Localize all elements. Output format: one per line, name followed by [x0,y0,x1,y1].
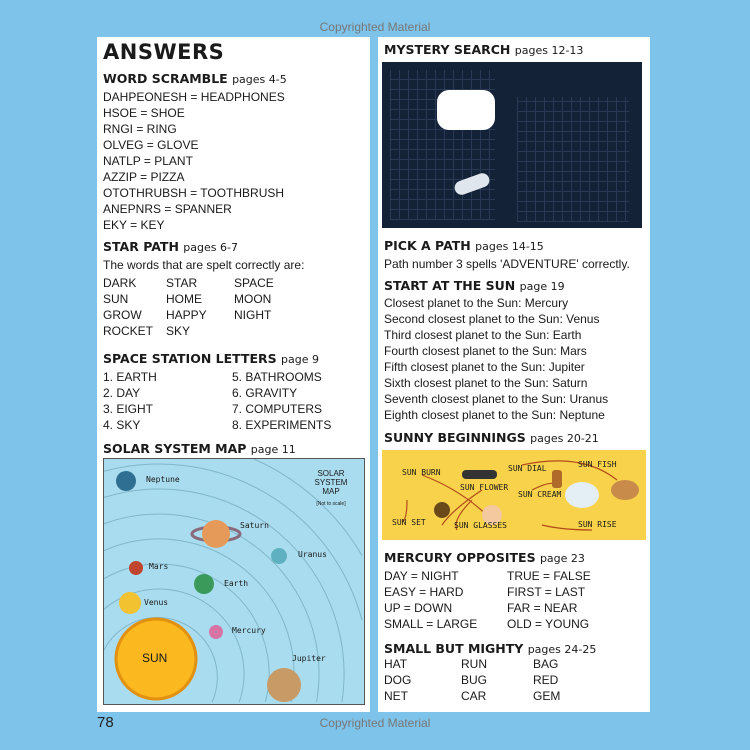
heading-text: SPACE STATION LETTERS [103,351,277,366]
heading-text: MERCURY OPPOSITES [384,550,536,565]
label-sunrise: SUN RISE [578,520,617,529]
word-scramble-heading [103,71,287,86]
small-but-mighty-heading [384,641,596,656]
list-item: RED [533,673,559,687]
list-item: 8. EXPERIMENTS [232,418,332,432]
label-sunflower: SUN FLOWER [460,483,509,492]
label-sundial: SUN DIAL [508,464,547,473]
sunny-beginnings-heading [384,430,599,445]
planet-label-venus: Venus [144,598,169,607]
heading-text: WORD SCRAMBLE [103,71,228,86]
sunglasses-icon [462,470,497,479]
planet-label-mercury: Mercury [232,626,266,635]
label-sunset: SUN SET [392,518,426,527]
list-item: DAY = NIGHT [384,569,459,583]
list-item: OLD = YOUNG [507,617,590,631]
sunflower-icon [434,502,450,518]
list-item: RNGI = RING [103,122,177,136]
list-item: 6. GRAVITY [232,386,298,400]
list-item: OTOTHRUBSH = TOOTHBRUSH [103,186,285,200]
list-item: Fifth closest planet to the Sun: Jupiter [384,360,585,374]
list-item: Second closest planet to the Sun: Venus [384,312,600,326]
list-item: UP = DOWN [384,601,453,615]
left-column [97,37,370,712]
start-at-sun-list [384,295,608,423]
start-at-sun-heading [384,278,565,293]
list-item: RUN [461,657,487,671]
list-item: 7. COMPUTERS [232,402,323,416]
heading-text: MYSTERY SEARCH [384,42,511,57]
list-item: FIRST = LAST [507,585,586,599]
list-item: HAPPY [166,308,207,322]
list-item: ROCKET [103,324,154,338]
label-sunfish: SUN FISH [578,460,617,469]
label-sunglasses: SUN GLASSES [454,521,507,530]
page-ref: pages 6-7 [183,241,238,254]
list-item: Fourth closest planet to the Sun: Mars [384,344,587,358]
jupiter-planet [267,668,301,702]
list-item: BUG [461,673,488,687]
list-item: SUN [103,292,129,306]
list-item: GROW [103,308,142,322]
list-item: SMALL = LARGE [384,617,478,631]
word-scramble-list [103,89,285,233]
map-note: [Not to scale] [316,501,346,507]
list-item: Seventh closest planet to the Sun: Uranus [384,392,609,406]
heading-text: START AT THE SUN [384,278,516,293]
solar-map-heading [103,441,296,456]
list-item: CAR [461,689,487,703]
list-item: BAG [533,657,559,671]
list-item: DARK [103,276,137,290]
mercury-opposites-heading [384,550,585,565]
list-item: NIGHT [234,308,272,322]
heading-text: PICK A PATH [384,238,471,253]
heading-text: SOLAR SYSTEM MAP [103,441,247,456]
list-item: HOME [166,292,202,306]
list-item: 3. EIGHT [103,402,154,416]
uranus-planet [271,548,287,564]
list-item: 1. EARTH [103,370,157,384]
label-sunburn: SUN BURN [402,468,441,477]
page-ref: page 23 [539,552,585,565]
list-item: SPACE [234,276,274,290]
star-path-words [103,275,304,339]
list-item: DOG [384,673,412,687]
planet-label-mars: Mars [149,562,169,571]
list-item: Closest planet to the Sun: Mercury [384,296,569,310]
sunfish-icon [565,482,599,508]
list-item: NET [384,689,408,703]
page-title: ANSWERS [103,40,225,64]
page-ref: pages 20-21 [530,432,599,445]
heading-text: SUNNY BEGINNINGS [384,430,526,445]
venus-planet [119,592,141,614]
page-ref: pages 24-25 [527,643,597,656]
solar-system-map-image [103,458,365,705]
page-ref: page 9 [281,353,319,366]
list-item: Sixth closest planet to the Sun: Saturn [384,376,588,390]
page-ref: page 11 [250,443,296,456]
map-title: SOLAR SYSTEM MAP [314,469,348,496]
list-item: HSOE = SHOE [103,106,185,120]
page-ref: page 19 [519,280,565,293]
list-item: MOON [234,292,272,306]
page-ref: pages 14-15 [475,240,544,253]
earth-planet [194,574,214,594]
copyright-footer: Copyrighted Material [319,716,431,730]
heading-text: SMALL BUT MIGHTY [384,641,524,656]
mercury-opposites-list [384,568,637,632]
mars-planet [129,561,143,575]
space-station-heading [103,351,319,366]
list-item: Third closest planet to the Sun: Earth [384,328,582,342]
list-item: 4. SKY [103,418,141,432]
planet-label-jupiter: Jupiter [292,654,326,663]
pick-a-path-heading [384,238,544,253]
list-item: FAR = NEAR [507,601,578,615]
star-path-heading [103,239,238,254]
star-path-intro: The words that are spelt correctly are: [103,258,305,272]
heading-text: STAR PATH [103,239,179,254]
page-ref: pages 12-13 [514,44,584,57]
planet-label-neptune: Neptune [146,475,180,484]
wordsearch-grid-2 [517,97,629,222]
planet-label-earth: Earth [224,579,249,588]
list-item: GEM [533,689,561,703]
right-column [378,37,650,712]
list-item: 5. BATHROOMS [232,370,322,384]
list-item [234,323,304,339]
list-item: HAT [384,657,408,671]
label-suncream: SUN CREAM [518,490,562,499]
mystery-search-image [382,62,642,228]
list-item: NATLP = PLANT [103,154,193,168]
planet-label-uranus: Uranus [298,550,327,559]
list-item: EASY = HARD [384,585,464,599]
planet-label-saturn: Saturn [240,521,269,530]
saturn-planet [202,520,230,548]
list-item: EKY = KEY [103,218,165,232]
list-item: ANEPNRS = SPANNER [103,202,232,216]
list-item: AZZIP = PIZZA [103,170,185,184]
list-item: DAHPEONESH = HEADPHONES [103,90,285,104]
page-number: 78 [97,714,114,731]
neptune-planet [116,471,136,491]
mystery-search-heading [384,42,583,57]
sunny-beginnings-image [382,450,646,540]
suncream-icon [552,470,562,488]
space-station-list [103,369,362,433]
list-item: Eighth closest planet to the Sun: Neptune [384,408,605,422]
list-item: STAR [166,276,198,290]
sun-label: SUN [142,651,168,665]
pick-a-path-text: Path number 3 spells 'ADVENTURE' correctly. [384,257,630,271]
sundial-icon [611,480,639,500]
small-but-mighty-words [384,656,603,704]
speech-bubble [437,90,495,130]
list-item: TRUE = FALSE [507,569,591,583]
list-item: 2. DAY [103,386,141,400]
page-ref: pages 4-5 [232,73,287,86]
copyright-header: Copyrighted Material [319,20,431,34]
mercury-planet [209,625,223,639]
list-item: SKY [166,324,191,338]
list-item: OLVEG = GLOVE [103,138,199,152]
